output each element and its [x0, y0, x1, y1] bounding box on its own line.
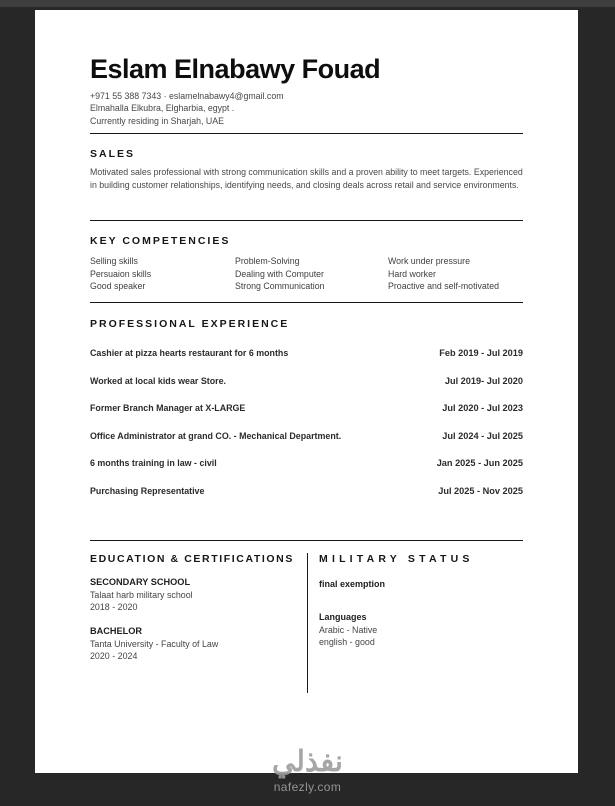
- competency-column: [90, 255, 235, 293]
- candidate-name: Eslam Elnabawy Fouad: [90, 54, 381, 84]
- experience-row: [90, 376, 523, 386]
- education-school: Talaat harb military school: [90, 589, 193, 600]
- bottom-columns: [90, 553, 523, 693]
- divider-competencies: [90, 302, 523, 303]
- languages-title: Languages: [319, 611, 367, 622]
- resume-page: [35, 10, 578, 773]
- military-status: final exemption: [319, 578, 386, 589]
- experience-dates: Feb 2019 - Jul 2019: [439, 348, 523, 359]
- competency-item: Work under pressure: [388, 256, 470, 267]
- competency-item: Hard worker: [388, 268, 436, 279]
- competency-item: Problem-Solving: [235, 256, 300, 267]
- experience-dates: Jul 2025 - Nov 2025: [438, 485, 523, 496]
- contact-phone-email: +971 55 388 7343 · eslamelnabawy4@gmail.com: [90, 91, 284, 102]
- education-degree: BACHELOR: [90, 625, 143, 636]
- nafezly-site-url: nafezly.com: [273, 780, 342, 794]
- section-military: [307, 553, 523, 693]
- experience-row: [90, 486, 523, 496]
- experience-dates: Jan 2025 - Jun 2025: [436, 458, 523, 469]
- divider-header: [90, 133, 523, 134]
- divider-summary: [90, 220, 523, 221]
- experience-dates: Jul 2019- Jul 2020: [444, 375, 523, 386]
- resume-header: [90, 54, 523, 134]
- section-summary: [90, 148, 523, 221]
- language-item: Arabic - Native: [319, 624, 378, 635]
- competency-item: Selling skills: [90, 256, 138, 267]
- summary-section-title: SALES: [90, 148, 136, 161]
- section-competencies: [90, 235, 523, 303]
- competency-column: [388, 255, 523, 293]
- experience-role: Office Administrator at grand CO. - Mechanical Department.: [90, 430, 342, 441]
- education-section-title: EDUCATION & CERTIFICATIONS: [90, 552, 294, 565]
- education-school: Tanta University - Faculty of Law: [90, 638, 219, 649]
- contact-residence: Currently residing in Sharjah, UAE: [90, 115, 224, 126]
- competency-item: Strong Communication: [235, 281, 325, 292]
- experience-row: [90, 403, 523, 413]
- nafezly-logo: نفذلي: [272, 746, 343, 778]
- experience-section-title: PROFESSIONAL EXPERIENCE: [90, 318, 290, 331]
- section-experience: [90, 318, 523, 541]
- experience-row: [90, 348, 523, 358]
- experience-dates: Jul 2020 - Jul 2023: [442, 403, 523, 414]
- competency-item: Good speaker: [90, 281, 146, 292]
- language-item: english - good: [319, 637, 375, 648]
- experience-role: Cashier at pizza hearts restaurant for 6 months: [90, 348, 289, 359]
- competencies-section-title: KEY COMPETENCIES: [90, 235, 231, 248]
- contact-address: Elmahalla Elkubra, Elgharbia, egypt .: [90, 103, 235, 114]
- experience-list: [90, 348, 523, 496]
- experience-role: Former Branch Manager at X-LARGE: [90, 403, 246, 414]
- contact-block: [90, 90, 523, 127]
- competency-item: Proactive and self-motivated: [388, 281, 499, 292]
- experience-row: [90, 431, 523, 441]
- military-section-title: MILITARY STATUS: [319, 552, 474, 565]
- education-years: 2018 - 2020: [90, 602, 138, 613]
- experience-row: [90, 458, 523, 468]
- nafezly-watermark: [0, 746, 615, 794]
- competency-column: [235, 255, 388, 293]
- viewer-top-bar: [0, 0, 615, 7]
- experience-role: Purchasing Representative: [90, 485, 205, 496]
- education-years: 2020 - 2024: [90, 651, 138, 662]
- education-entry: [90, 577, 307, 614]
- competency-item: Persuaion skills: [90, 268, 152, 279]
- competencies-grid: [90, 255, 523, 293]
- experience-dates: Jul 2024 - Jul 2025: [442, 430, 523, 441]
- competency-item: Dealing with Computer: [235, 268, 324, 279]
- divider-experience: [90, 540, 523, 541]
- experience-role: Worked at local kids wear Store.: [90, 375, 226, 386]
- summary-text: Motivated sales professional with strong communication skills and a proven ability to meet targets. Experienced in building customer relationships, identifying needs, and closing deals across retail and service environments.: [90, 167, 523, 190]
- experience-role: 6 months training in law - civil: [90, 458, 217, 469]
- section-education: [90, 553, 307, 693]
- education-degree: SECONDARY SCHOOL: [90, 576, 191, 587]
- education-entry: [90, 626, 307, 663]
